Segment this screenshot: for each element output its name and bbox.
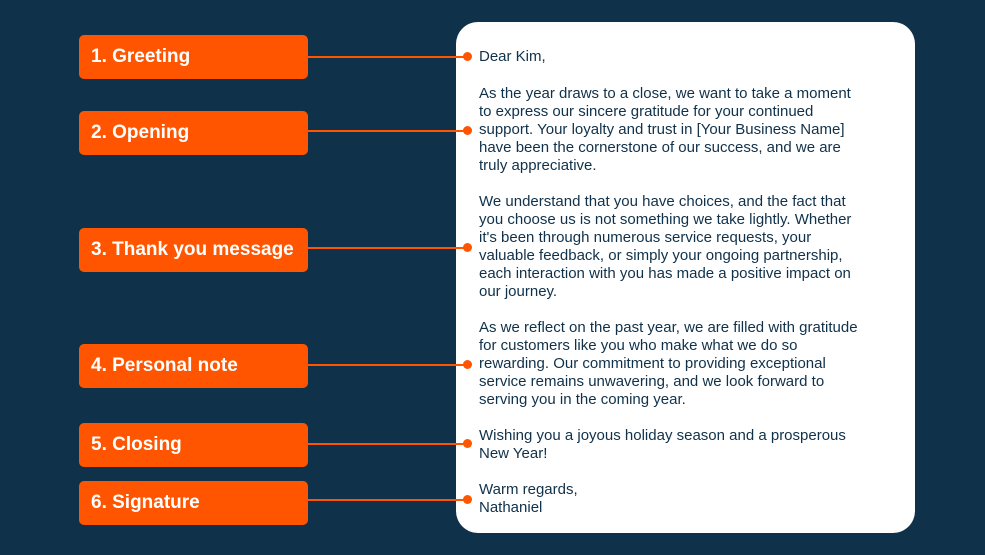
connector-greeting: [308, 56, 468, 58]
letter-signature: Warm regards, Nathaniel: [479, 481, 578, 516]
connector-closing: [308, 443, 468, 445]
connector-dot-closing: [463, 439, 472, 448]
label-signature: 6. Signature: [79, 481, 308, 525]
connector-dot-thank-you-message: [463, 243, 472, 252]
connector-dot-opening: [463, 126, 472, 135]
label-greeting: 1. Greeting: [79, 35, 308, 79]
letter-thank-you-message: We understand that you have choices, and the fact that you choose us is not something we take lightly. Whether it's been through numerous service requests, your valuable feedback, or simply your ongoing partnership, each interaction with you has made a positive impact on our journey.: [479, 193, 852, 300]
letter-opening: As the year draws to a close, we want to take a moment to express our sincere gratitude for your continued support. Your loyalty and trust in [Your Business Name] have been the cornerstone of our success, and we are truly appreciative.: [479, 85, 851, 174]
label-closing: 5. Closing: [79, 423, 308, 467]
connector-signature: [308, 499, 468, 501]
label-personal-note: 4. Personal note: [79, 344, 308, 388]
label-thank-you-message: 3. Thank you message: [79, 228, 308, 272]
connector-dot-greeting: [463, 52, 472, 61]
connector-dot-personal-note: [463, 360, 472, 369]
label-opening: 2. Opening: [79, 111, 308, 155]
connector-dot-signature: [463, 495, 472, 504]
connector-personal-note: [308, 364, 468, 366]
connector-thank-you-message: [308, 247, 468, 249]
letter-closing: Wishing you a joyous holiday season and a prosperous New Year!: [479, 427, 846, 462]
connector-opening: [308, 130, 468, 132]
letter-personal-note: As we reflect on the past year, we are filled with gratitude for customers like you who make what we do so rewarding. Our commitment to providing exceptional service remains unwavering, and we look forward to serving you in the coming year.: [479, 319, 858, 408]
letter-greeting: Dear Kim,: [479, 48, 546, 65]
